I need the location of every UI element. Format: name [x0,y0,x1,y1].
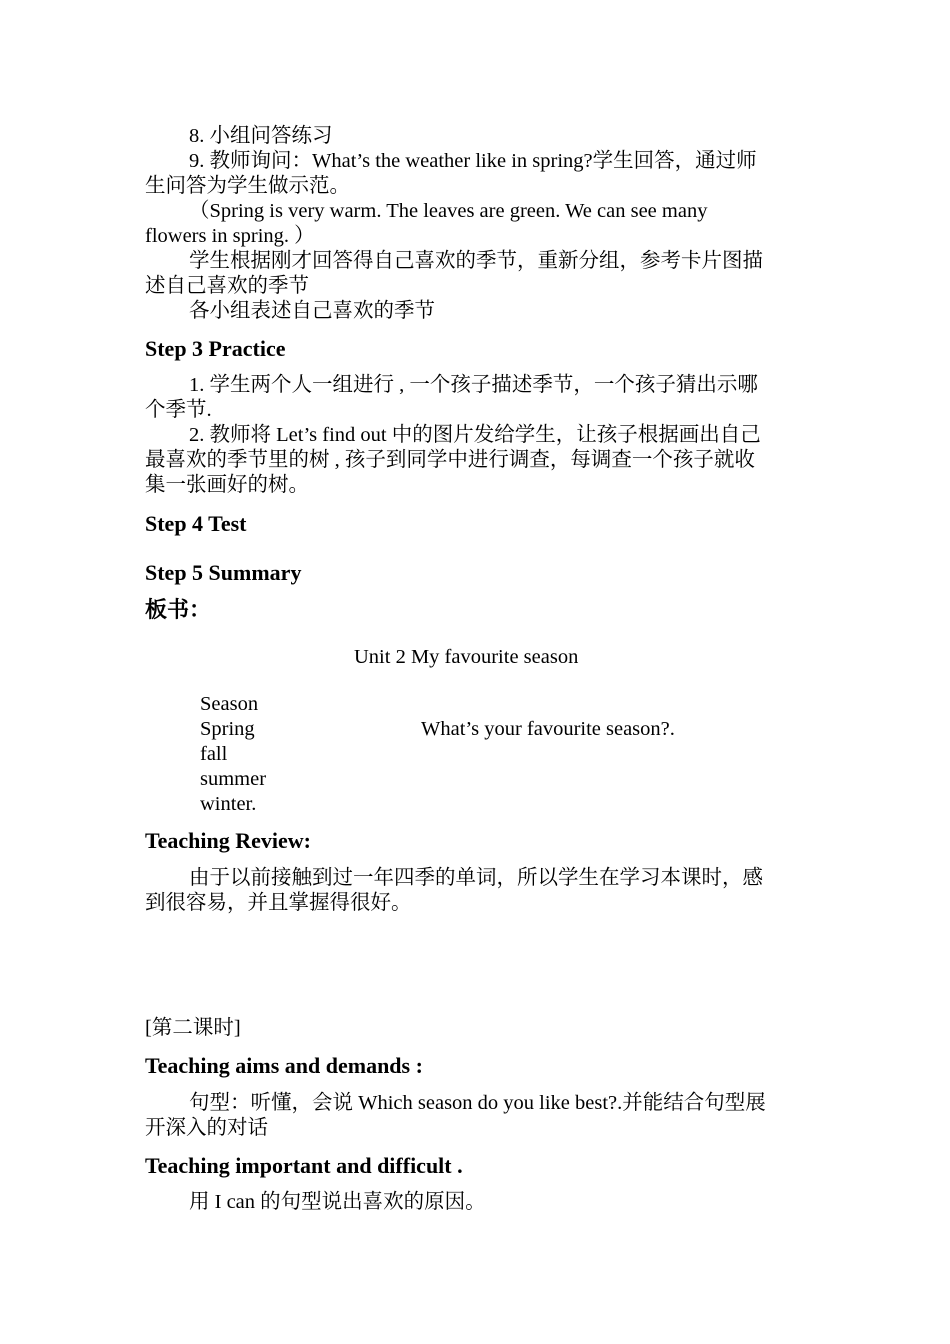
vocab-word: Spring [200,718,255,740]
vocab-word: fall [200,743,228,765]
example-answer-line2: flowers in spring. ） [145,225,315,247]
review-line2: 到很容易，并且掌握得很好。 [145,892,412,914]
aims-line2: 开深入的对话 [145,1117,268,1139]
regroup-line1: 学生根据刚才回答得自己喜欢的季节，重新分组，参考卡片图描 [189,250,763,272]
regroup-line2: 述自己喜欢的季节 [145,275,309,297]
step2-item9-line1: 9. 教师询问：What’s the weather like in spring?学生回答，通过师 [189,150,757,172]
group-describe: 各小组表述自己喜欢的季节 [189,300,435,322]
blackboard-question: What’s your favourite season?. [421,718,675,740]
aims-line1: 句型：听懂，会说 Which season do you like best?.并能结合句型展 [189,1092,766,1114]
blackboard-heading: 板书： [145,597,212,622]
review-line1: 由于以前接触到过一年四季的单词，所以学生在学习本课时，感 [189,867,763,889]
step3-item1-line2: 个季节. [145,399,212,421]
vocab-word: summer [200,768,267,790]
step3-item1-line1: 1. 学生两个人一组进行 , 一个孩子描述季节，一个孩子猜出示哪 [189,374,758,396]
lesson2-label: [第二课时] [145,1017,241,1039]
example-answer-line1: （Spring is very warm. The leaves are green. We can see many [189,200,708,222]
step2-item8: 8. 小组问答练习 [189,125,333,147]
review-heading: Teaching Review: [145,828,312,853]
step2-item9-line2: 生问答为学生做示范。 [145,175,350,197]
step3-heading: Step 3 Practice [145,336,286,361]
step5-heading: Step 5 Summary [145,560,302,585]
step3-item2-line3: 集一张画好的树。 [145,474,309,496]
step4-heading: Step 4 Test [145,511,247,536]
aims-heading: Teaching aims and demands : [145,1053,423,1078]
important-heading: Teaching important and difficult . [145,1153,463,1178]
vocab-word: winter. [200,793,257,815]
vocab-word: Season [200,693,259,715]
step3-item2-line1: 2. 教师将 Let’s find out 中的图片发给学生，让孩子根据画出自己 [189,424,761,446]
step3-item2-line2: 最喜欢的季节里的树 , 孩子到同学中进行调查，每调查一个孩子就收 [145,449,755,471]
blackboard-title: Unit 2 My favourite season [354,646,579,668]
important-line1: 用 I can 的句型说出喜欢的原因。 [189,1191,486,1213]
